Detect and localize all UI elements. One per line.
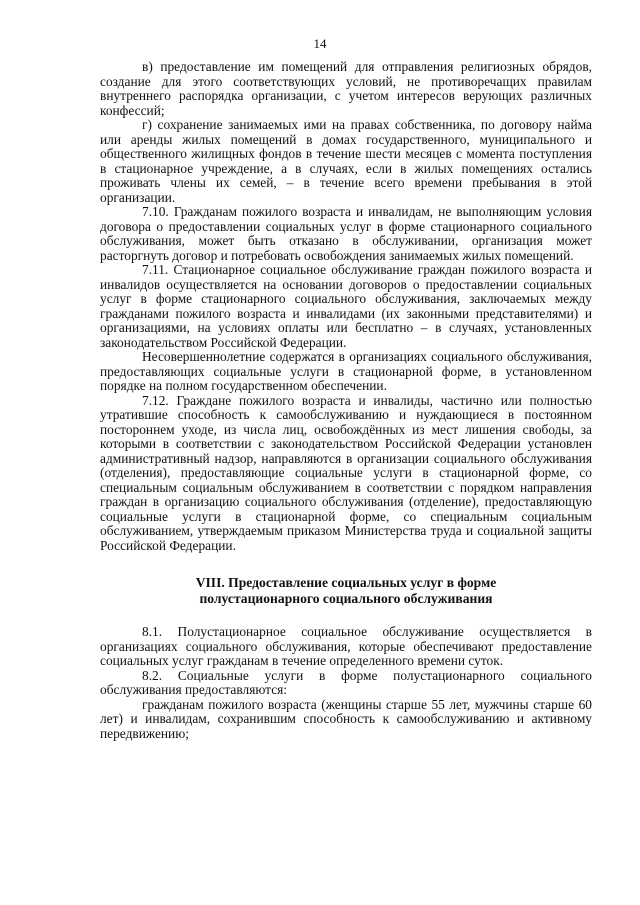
section-heading-line-2: полустационарного социального обслуживания [199,591,493,606]
paragraph-7-11: 7.11. Стационарное социальное обслуживание граждан пожилого возраста и инвалидов осуществляется на основании договоров о предоставлении социальных услуг в форме стационарного социального обслуживания, заключаемых между гражданами пожилого возраста и инвалидами (их законными представителями) и организациями, на условиях оплаты или бесплатно – в случаях, установленных законодательством Российской Федерации. [100,262,592,350]
paragraph-elderly-citizens: гражданам пожилого возраста (женщины старше 55 лет, мужчины старше 60 лет) и инвалидам, сохранившим способность к самообслуживанию и активному передвижению; [100,696,592,741]
paragraph-religious-rites: в) предоставление им помещений для отправления религиозных обрядов, создание для этого соответствующих условий, не противоречащих правилам внутреннего распорядка организации, с учетом интересов верующих различных конфессий; [100,59,592,118]
page-number: 14 [313,36,327,51]
paragraph-8-2: 8.2. Социальные услуги в форме полустационарного социального обслуживания предоставляются: [100,667,592,697]
section-heading-line-1: VIII. Предоставление социальных услуг в форме [195,575,497,590]
paragraph-7-12: 7.12. Граждане пожилого возраста и инвалиды, частично или полностью утратившие способность к самообслуживанию и нуждающиеся в постоянном постороннем уходе, из числа лиц, освобождённых из мест лишения свободы, за которыми в соответствии с законодательством Российской Федерации установлен административный надзор, направляются в организации социального обслуживания (отделения), предоставляющие социальные услуги в стационарной форме, со специальным социальным обслуживанием в соответствии с порядком направления граждан в организацию социального обслуживания (отделение), предоставляющую социальные услуги в стационарной форме, со специальным социальным обслуживанием, утверждаемым приказом Министерства труда и социальной защиты Российской Федерации. [100,392,592,553]
paragraph-7-10: 7.10. Гражданам пожилого возраста и инвалидам, не выполняющим условия договора о предоставлении социальных услуг в форме стационарного социального обслуживания, может быть отказано в обслуживании, организация может расторгнуть договор и потребовать освобождения занимаемых жилых помещений. [100,204,592,263]
paragraph-8-1: 8.1. Полустационарное социальное обслуживание осуществляется в организациях социального обслуживания, которые обеспечивают предоставление социальных услуг гражданам в течение определенного времени суток. [100,624,592,668]
paragraph-minors: Несовершеннолетние содержатся в организациях социального обслуживания, предоставляющих социальные услуги в стационарной форме, в установленном порядке на полном государственном обеспечении. [100,349,592,393]
section-heading [100,575,592,607]
document-body [100,60,592,741]
paragraph-housing-retention: г) сохранение занимаемых ими на правах собственника, по договору найма или аренды жилых помещений в домах государственного, муниципального и общественного жилищных фондов в течение шести месяцев с момента поступления в стационарное учреждение, а в случаях, если в жилых помещениях остались проживать члены их семей, – в течение всего времени пребывания в этой организации. [100,117,592,205]
